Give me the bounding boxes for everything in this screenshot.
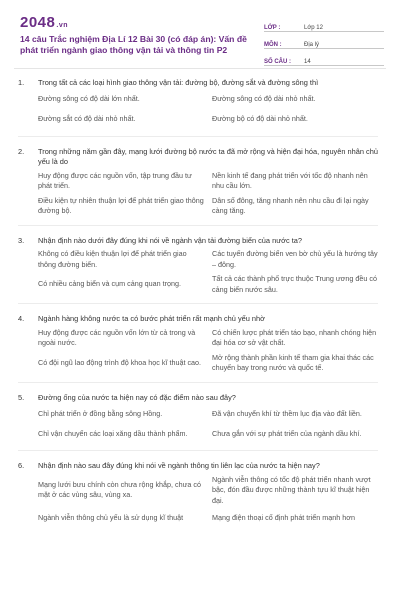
question-number: 4. bbox=[18, 314, 25, 323]
answer-option[interactable]: Ngành viễn thông chủ yếu là sử dụng kĩ thuật bbox=[38, 512, 184, 522]
question-divider bbox=[18, 382, 378, 383]
answer-option[interactable]: Đường bộ có độ dài nhỏ nhất. bbox=[212, 114, 308, 124]
document-title: 14 câu Trắc nghiệm Địa Lí 12 Bài 30 (có đáp án): Vấn đề phát triển ngành giao thông vận tải và thông tin P2 bbox=[20, 34, 247, 55]
answer-option[interactable]: Điều kiện tự nhiên thuận lợi để phát triển giao thông đường bộ. bbox=[38, 195, 204, 215]
answer-option[interactable]: Đường sông có độ dài lớn nhất. bbox=[38, 94, 140, 104]
meta-value: Lớp 12 bbox=[304, 25, 323, 31]
question-number: 3. bbox=[18, 235, 25, 245]
answer-option[interactable]: Đã vận chuyển khí từ thềm lục địa vào đất liền. bbox=[212, 408, 362, 418]
meta-value: 14 bbox=[304, 59, 311, 65]
header-divider bbox=[14, 68, 386, 69]
question-text: Trong những năm gần đây, mạng lưới đường bộ nước ta đã mở rộng và hiện đại hóa, nguyên nhân chủ yếu là do bbox=[38, 146, 378, 166]
question-text: Ngành hàng không nước ta có bước phát triển rất mạnh chủ yếu nhờ bbox=[38, 314, 265, 323]
meta-key: LỚP : bbox=[264, 25, 281, 31]
question-divider bbox=[18, 136, 378, 137]
meta-row-subject bbox=[264, 33, 384, 49]
answer-option[interactable]: Nền kinh tế đang phát triển với tốc độ nhanh nên nhu cầu lớn. bbox=[212, 170, 368, 190]
answer-option[interactable]: Không có điều kiện thuận lợi để phát triển giao thông đường biển. bbox=[38, 249, 187, 269]
question-number: 2. bbox=[18, 146, 25, 156]
question-number: 6. bbox=[18, 461, 25, 470]
answer-option[interactable]: Tất cả các thành phố trực thuộc Trung ương đều có cảng biển nước sâu. bbox=[212, 274, 377, 294]
question-divider bbox=[18, 450, 378, 451]
meta-value: Địa lý bbox=[304, 42, 320, 48]
answer-option[interactable]: Có nhiều cảng biển và cụm cảng quan trọng. bbox=[38, 279, 182, 289]
meta-key: MÔN : bbox=[264, 42, 282, 48]
answer-option[interactable]: Ngành viễn thông có tốc độ phát triển nhanh vượt bậc, đón đầu được những thành tựu kĩ thuật hiện đại. bbox=[212, 474, 371, 505]
question-text: Đường ống của nước ta hiện nay có đặc điểm nào sau đây? bbox=[38, 392, 236, 402]
document-meta bbox=[264, 16, 384, 67]
meta-key: SỐ CÂU : bbox=[264, 59, 291, 65]
document-header bbox=[14, 12, 386, 68]
question-text: Trong tất cả các loại hình giao thông vận tải: đường bộ, đường sắt và đường sông thì bbox=[38, 78, 319, 87]
answer-option[interactable]: Mạng điện thoại cố định phát triển mạnh hơn bbox=[212, 512, 355, 522]
question-5 bbox=[18, 393, 378, 452]
question-2 bbox=[18, 147, 378, 226]
answer-option[interactable]: Đường sắt có độ dài nhỏ nhất. bbox=[38, 114, 136, 124]
question-3 bbox=[18, 236, 378, 305]
question-number: 1. bbox=[18, 78, 25, 87]
meta-row-class bbox=[264, 16, 384, 32]
question-list bbox=[18, 78, 378, 536]
question-6 bbox=[18, 461, 378, 526]
answer-option[interactable]: Huy động được các nguồn vốn, tập trung đầu tư phát triển. bbox=[38, 170, 192, 190]
answer-option[interactable]: Có chiến lược phát triển táo bạo, nhanh chóng hiện đại hóa cơ sở vật chất. bbox=[212, 327, 377, 347]
answer-option[interactable]: Dân số đông, tăng nhanh nên nhu cầu đi lại ngày càng tăng. bbox=[212, 195, 369, 215]
question-text: Nhận định nào sau đây đúng khi nói về ngành thông tin liên lạc của nước ta hiện nay? bbox=[38, 461, 320, 470]
meta-row-count bbox=[264, 50, 384, 66]
question-number: 5. bbox=[18, 392, 25, 402]
answer-option[interactable]: Các tuyến đường biển ven bờ chủ yếu là hướng tây – đông. bbox=[212, 249, 378, 269]
site-logo[interactable]: 2048.vn bbox=[20, 14, 68, 31]
question-4 bbox=[18, 314, 378, 383]
answer-option[interactable]: Chưa gắn với sự phát triển của ngành dầu khí. bbox=[212, 428, 362, 438]
answer-option[interactable]: Chỉ phát triển ở đồng bằng sông Hồng. bbox=[38, 408, 163, 418]
question-text: Nhận định nào dưới đây đúng khi nói về ngành vận tải đường biển của nước ta? bbox=[38, 235, 303, 245]
answer-option[interactable]: Đường sông có độ dài nhỏ nhất. bbox=[212, 94, 316, 104]
answer-option[interactable]: Mở rộng thành phần kinh tế tham gia khai thác các chuyến bay trong nước và quốc tế. bbox=[212, 352, 374, 372]
answer-option[interactable]: Có đội ngũ lao động trình độ khoa học kĩ thuật cao. bbox=[38, 357, 202, 367]
answer-option[interactable]: Chỉ vận chuyển các loại xăng dầu thành phẩm. bbox=[38, 428, 188, 438]
answer-option[interactable]: Huy động được các nguồn vốn lớn từ cả trong và ngoài nước. bbox=[38, 327, 196, 347]
question-1 bbox=[18, 78, 378, 137]
answer-option[interactable]: Mạng lưới bưu chính còn chưa rộng khắp, chưa có mặt ở các vùng sâu, vùng xa. bbox=[38, 479, 202, 500]
question-divider bbox=[18, 303, 378, 304]
question-divider bbox=[18, 225, 378, 226]
